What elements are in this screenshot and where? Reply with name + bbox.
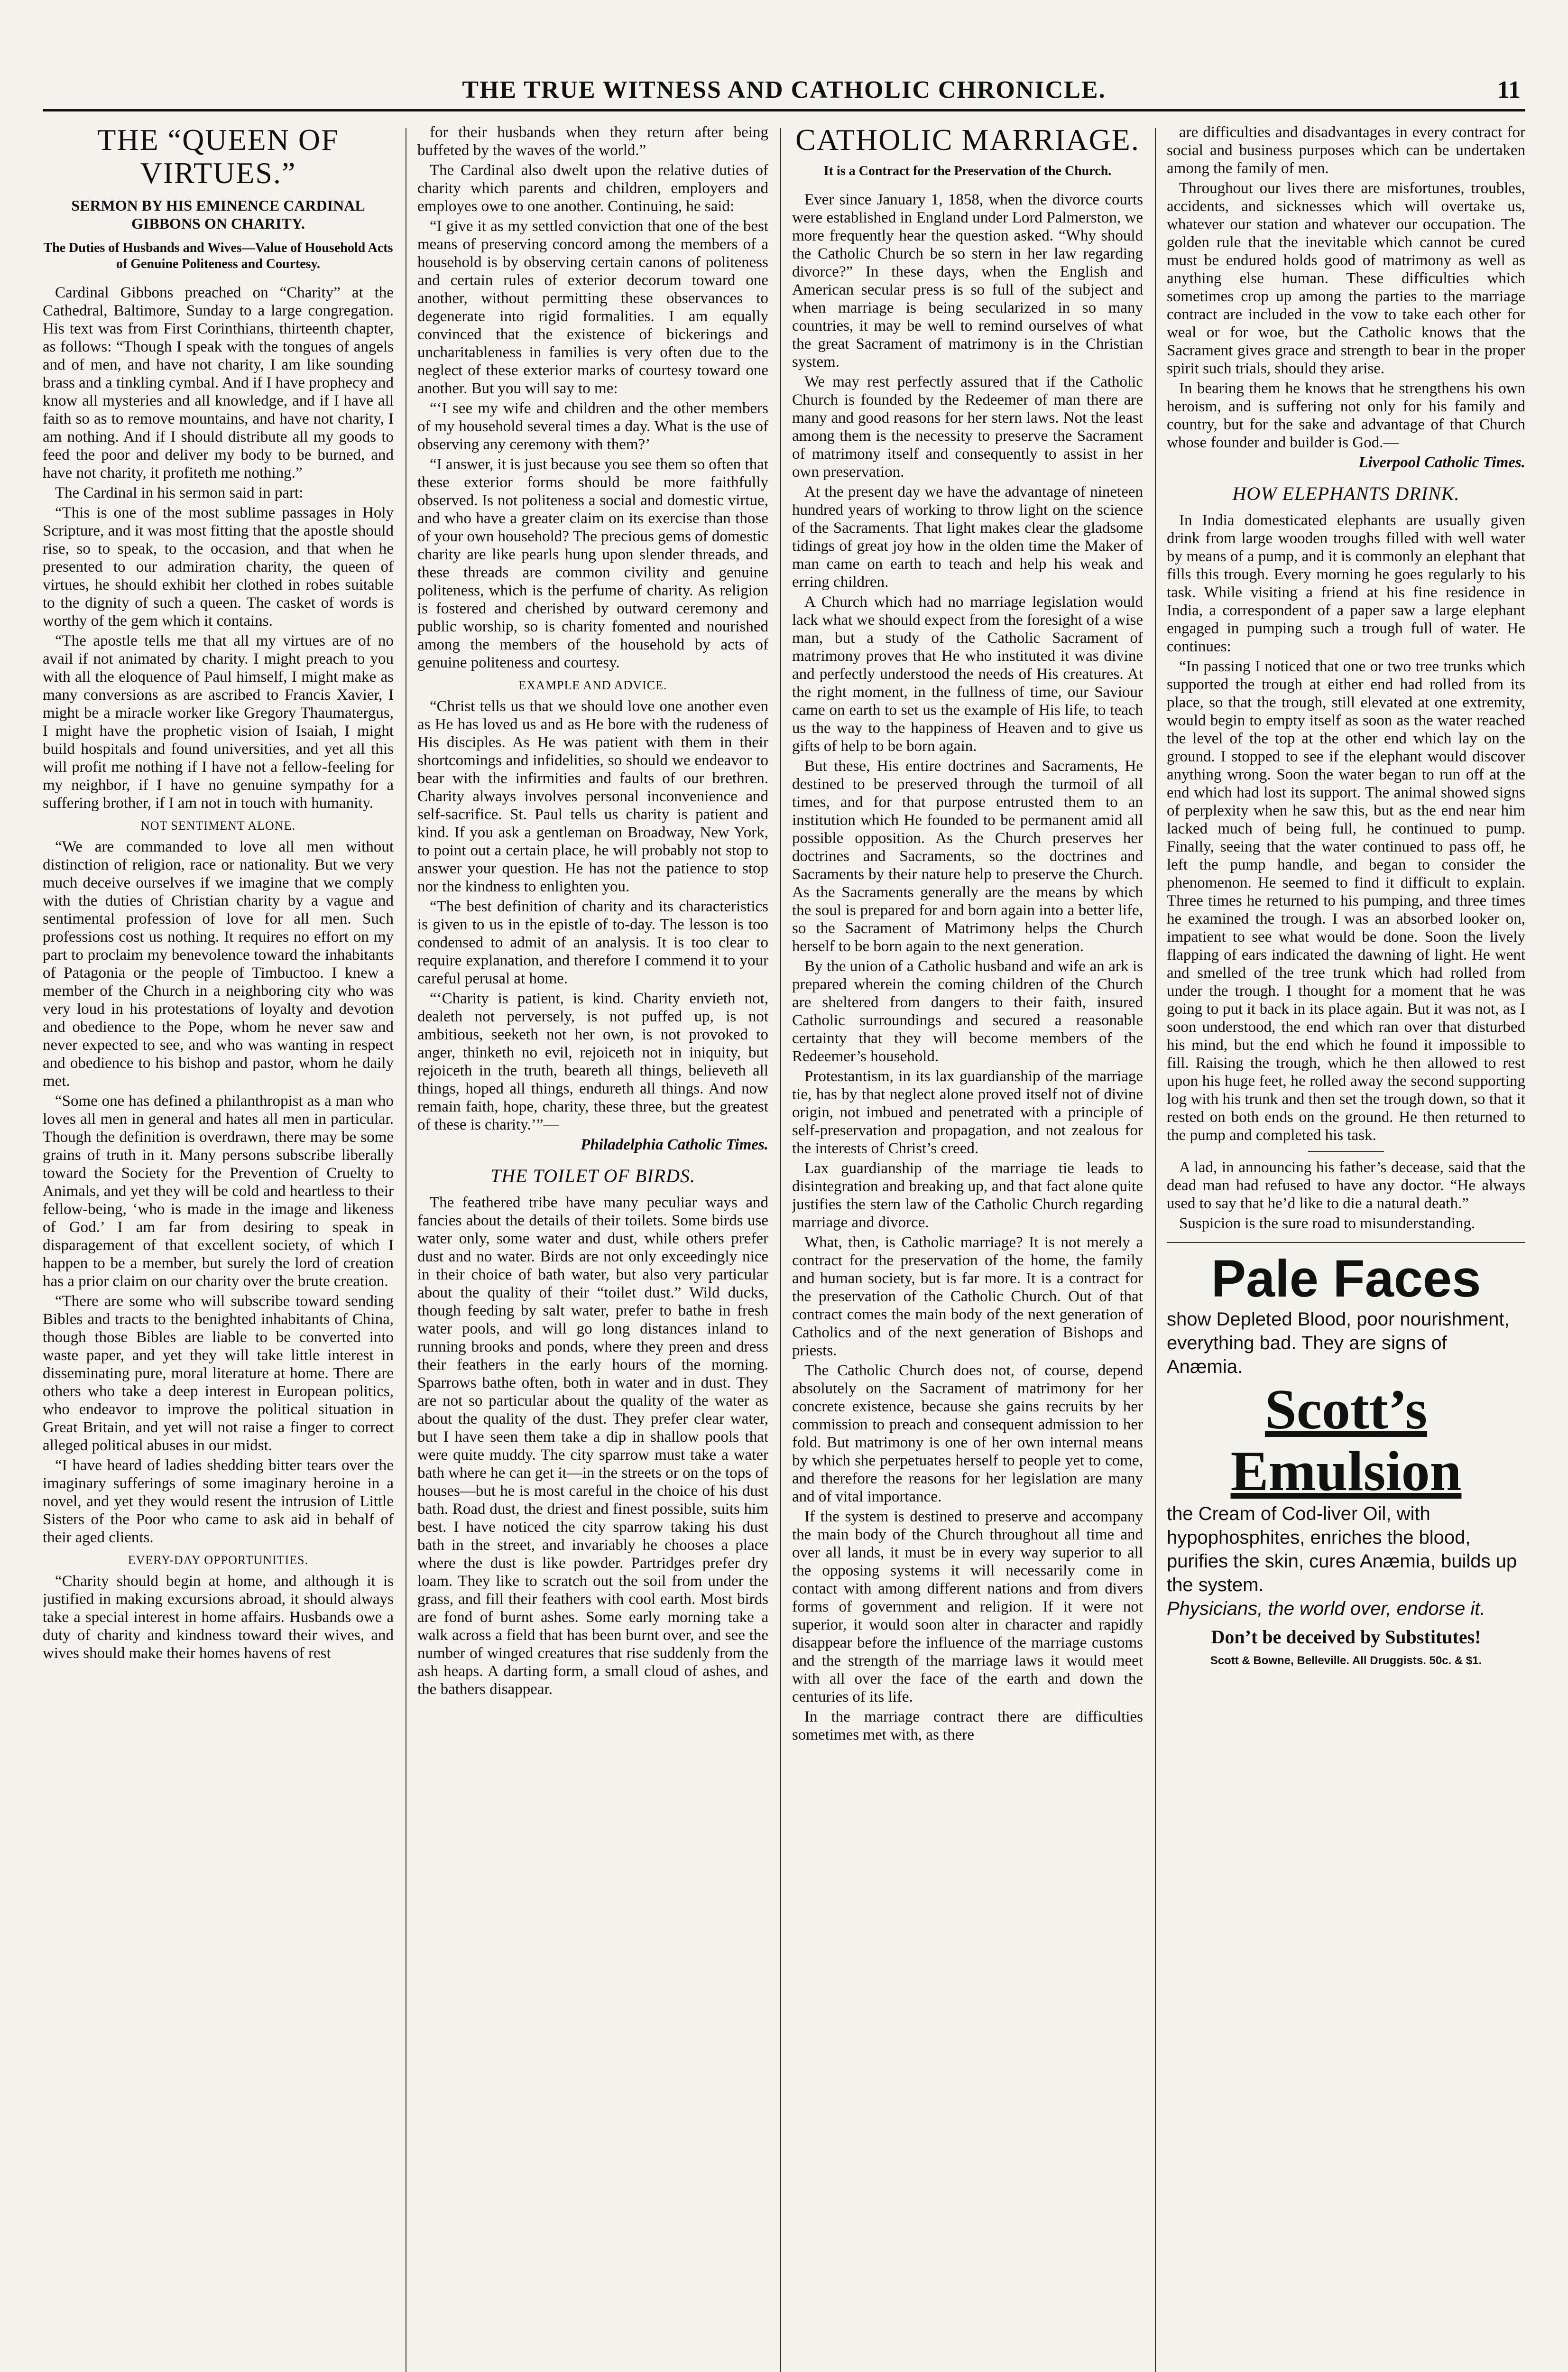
article-credit: Liverpool Catholic Times. xyxy=(1358,454,1525,471)
paragraph: “The best definition of charity and its characteristics is given to us in the epistle of to-day. The lesson is too condensed to admit of an analysis. It is too clear to require explanation, and therefore I commend it to your careful perusal at home. xyxy=(417,898,768,987)
paragraph: The Cardinal also dwelt upon the relative duties of charity which parents and children, employers and employes owe to one another. Continuing, he said: xyxy=(417,162,768,215)
paragraph: are difficulties and disadvantages in every contract for social and business purposes which can be undertaken among the family of men. xyxy=(1167,124,1525,177)
paragraph: Protestantism, in its lax guardianship of the marriage tie, has by that neglect alone proved itself not of divine origin, not imbued and penetrated with a principle of self-preservation and propagation, and not zealous for the interests of Christ’s creed. xyxy=(792,1068,1143,1157)
paragraph: At the present day we have the advantage of nineteen hundred years of working to throw light on the science of the Sacraments. That light makes clear the gladsome tidings of great joy how in the olden time the Maker of man came on earth to teach and help his weak and erring children. xyxy=(792,483,1143,591)
column-rule xyxy=(1155,128,1156,2372)
article-deck: The Duties of Husbands and Wives—Value of Household Acts of Genuine Politeness and Courtesy. xyxy=(43,241,393,271)
section-heading: NOT SENTIMENT ALONE. xyxy=(141,819,295,833)
column-4 xyxy=(1167,123,1525,2372)
paragraph: In bearing them he knows that he strengthens his own heroism, and is suffering not only for his family and country, but for the sake and advantage of that Church whose founder and builder is God.— xyxy=(1167,380,1525,451)
ad-footer: Scott & Bowne, Belleville. All Druggists. 50c. & $1. xyxy=(1210,1654,1482,1667)
paragraph: “I give it as my settled conviction that one of the best means of preserving concord among the members of a household is by observing certain canons of politeness and certain rules of exterior decorum toward one another, without permitting these observances to degenerate into rigid formalities. I am equally convinced that the existence of bickerings and uncharitableness in families is very often due to the neglect of these exterior marks of courtesy toward one another. But you will say to me: xyxy=(417,218,768,397)
masthead xyxy=(43,76,1525,111)
article-title-catholic-marriage: CATHOLIC MARRIAGE. xyxy=(795,123,1140,157)
divider xyxy=(1308,1151,1384,1152)
paragraph: “The apostle tells me that all my virtues are of no avail if not animated by charity. I might preach to you with all the eloquence of Paul himself, I might make as many conversions as are ascribed to Francis Xavier, I might be a miracle worker like Gregory Thaumatergus, I might have the prophetic vision of Isaiah, I might build hospitals and found universities, and yet all this will profit me nothing if I have not a fellow-feeling for my neighbor, if I have no genuine sympathy for a suffering brother, if I am not in touch with humanity. xyxy=(43,632,394,812)
paragraph: “Christ tells us that we should love one another even as He has loved us and as He bore with the rudeness of His disciples. As He was patient with them in their shortcomings and infidelities, so should we endeavor to bear with the infirmities and faults of our brethren. Charity always involves personal inconvenience and self-sacrifice. St. Paul tells us charity is patient and kind. If you ask a gentleman on Broadway, New York, to point out a certain place, he will probably not stop to answer your question. He has not the patience to stop nor the kindness to enlighten you. xyxy=(417,698,768,895)
section-heading: EVERY-DAY OPPORTUNITIES. xyxy=(128,1553,309,1567)
paragraph: “I have heard of ladies shedding bitter tears over the imaginary sufferings of some imaginary heroine in a novel, and yet they would resent the intrusion of Little Sisters of the Poor who came to ask aid in behalf of their aged clients. xyxy=(43,1457,394,1546)
paragraph: A Church which had no marriage legislation would lack what we should expect from the foresight of a wise man, but a study of the Catholic Sacrament of matrimony proves that He who instituted it was divine and perfectly understood the needs of His creatures. At the right moment, in the fullness of time, our Saviour came on earth to set us the example of His life, to teach us the way to the happiness of Heaven and to give us gifts of help to be born again. xyxy=(792,593,1143,755)
section-heading: EXAMPLE AND ADVICE. xyxy=(518,678,667,692)
paragraph: for their husbands when they return after being buffeted by the waves of the world.” xyxy=(417,124,768,159)
advertisement-scotts-emulsion xyxy=(1167,1242,1525,1673)
paragraph: But these, His entire doctrines and Sacraments, He destined to be preserved through the turmoil of all times, and for that purpose entrusted them to an institution which He founded to be permanent amid all possible opposition. As the Church preserves her doctrines and Sacraments, so the doctrines and Sacraments by their nature help to preserve the Church. As the Sacraments generally are the means by which the soul is prepared for and born again into a better life, so the Sacrament of Matrimony helps the Church herself to be born again to the next generation. xyxy=(792,758,1143,955)
paragraph: “In passing I noticed that one or two tree trunks which supported the trough at either end had rolled from its place, so that the trough, still elevated at one extremity, would begin to empty itself as soon as the water reached the level of the top at the other end which lay on the ground. I stopped to see if the elephant would discover anything wrong. Soon the water began to run off at the end which had lost its support. The animal showed signs of perplexity when he saw this, but as the end near him lacked much of being full, he continued to pump. Finally, seeing that the water continued to pass off, he left the pump handle, and began to consider the phenomenon. He seemed to find it difficult to explain. Three times he returned to his pumping, and three times he examined the trough. I was an absorbed looker on, impatient to see what would be done. Soon the lively flapping of ears indicated the dawning of light. He went and smelled of the tree trunk which had rolled from under the trough. I thought for a moment that he was going to put it back in its place again. But it was not, as I soon understood, the end which ran over that disturbed his mind, but the end which he found it impossible to fill. Raising the trough, which he then allowed to rest upon his huge feet, he rolled away the second supporting log with his trunk and then set the trough down, so that it rested on both ends on the ground. He then returned to the pump and completed his task. xyxy=(1167,658,1525,1144)
paragraph: “‘I see my wife and children and the other members of my household several times a day. What is the use of observing any ceremony with them?’ xyxy=(417,400,768,453)
article-title-how-elephants-drink: HOW ELEPHANTS DRINK. xyxy=(1232,483,1460,504)
paragraph: The Cardinal in his sermon said in part: xyxy=(55,484,304,501)
article-title-queen-of-virtues: THE “QUEEN OF VIRTUES.” xyxy=(97,123,339,190)
article-credit: Philadelphia Catholic Times. xyxy=(581,1136,768,1153)
paragraph: In the marriage contract there are difficulties sometimes met with, as there xyxy=(792,1708,1143,1743)
article-deck: It is a Contract for the Preservation of the Church. xyxy=(823,164,1112,178)
paragraph: “‘Charity is patient, is kind. Charity envieth not, dealeth not perversely, is not puffed up, is not ambitious, seeketh not her own, is not provoked to anger, thinketh no evil, rejoiceth not in iniquity, but rejoiceth in the truth, beareth all things, believeth all things, hoped all things, endureth all things. And now remain faith, hope, charity, these three, but the greatest of these is charity.’”— xyxy=(417,990,768,1133)
paragraph: In India domesticated elephants are usually given drink from large wooden troughs filled with well water by means of a pump, and it is commonly an elephant that fills this trough. Every morning he goes regularly to his task. While visiting a friend at his fine residence in India, a correspondent of a paper saw a large elephant engaged in pumping such a trough full of water. He continues: xyxy=(1167,512,1525,655)
article-title-toilet-of-birds: THE TOILET OF BIRDS. xyxy=(490,1165,695,1186)
paragraph: By the union of a Catholic husband and wife an ark is prepared wherein the coming children of the Church are sheltered from dangers to their faith, insured Catholic surroundings and secured a reasonable certainty that they will become members of the Redeemer’s household. xyxy=(792,958,1143,1065)
article-subtitle: SERMON BY HIS EMINENCE CARDINAL GIBBONS ON CHARITY. xyxy=(71,197,365,232)
short-item: A lad, in announcing his father’s decease, said that the dead man had refused to have any doctor. “He always used to say that he’d like to die a natural death.” xyxy=(1167,1159,1525,1212)
paragraph: “This is one of the most sublime passages in Holy Scripture, and it was most fitting that the apostle should rise, so to speak, to the occasion, and that when he presented to our admiration charity, the queen of virtues, he should exhibit her clothed in robes suitable to the dignity of such a queen. The casket of words is worthy of the gem which it contains. xyxy=(43,504,394,630)
masthead-title: THE TRUE WITNESS AND CATHOLIC CHRONICLE. xyxy=(462,76,1106,103)
ad-brand-line: Emulsion xyxy=(1230,1439,1462,1502)
paragraph: “I answer, it is just because you see them so often that these exterior forms should be more faithfully observed. Is not politeness a social and domestic virtue, and who have a greater claim on its exercise than those of your own household? The precious gems of domestic charity are like pearls hung upon slender threads, and these threads are common civility and genuine politeness, which is the perfume of charity. As religion is fostered and cherished by outward ceremony and public worship, so is charity fomented and nourished among the members of the household by acts of genuine politeness and courtesy. xyxy=(417,456,768,671)
paragraph: Throughout our lives there are misfortunes, troubles, accidents, and sicknesses which will overtake us, whatever our station and whatever our occupation. The golden rule that the inevitable which cannot be cured must be endured holds good of matrimony as well as anything else human. These difficulties which sometimes crop up among the parties to the marriage contract are included in the vow to take each other for weal or for woe, but the Catholic knows that the Sacrament gives grace and strength to bear in the proper spirit such trials, should they arise. xyxy=(1167,180,1525,377)
paragraph: The Catholic Church does not, of course, depend absolutely on the Sacrament of matrimony for her concrete existence, because she gains recruits by her commission to preach and consequent admission to her fold. But matrimony is one of her own internal means by which she perpetuates herself to people yet to come, and therefore the reasons for her legislation are many and of vital importance. xyxy=(792,1362,1143,1505)
paragraph: “Some one has defined a philanthropist as a man who loves all men in general and hates all men in particular. Though the definition is overdrawn, there may be some grains of truth in it. Many persons subscribe liberally toward the Society for the Prevention of Cruelty to Animals, and yet they will be cold and heartless to their fellow-being, ‘who is made in the image and likeness of God.’ I am far from desiring to speak in disparagement of that excellent society, of which I happen to be a member, but surely the lord of creation has a prior claim on our charity over the brute creation. xyxy=(43,1093,394,1290)
ad-warning: Don’t be deceived by Substitutes! xyxy=(1211,1626,1481,1648)
paragraph: “Charity should begin at home, and although it is justified in making excursions abroad, it should always take a special interest in home affairs. Husbands owe a duty of charity and kindness toward their wives, and wives should make their homes havens of rest xyxy=(43,1573,394,1662)
paragraph: Cardinal Gibbons preached on “Charity” at the Cathedral, Baltimore, Sunday to a large congregation. His text was from First Corinthians, thirteenth chapter, as follows: “Though I speak with the tongues of angels and of men, and have not charity, I am like sounding brass and a tinkling cymbal. And if I have prophecy and know all mysteries and all knowledge, and if I have all faith so as to remove mountains, and have not charity, I am nothing. And if I should distribute all my goods to feed the poor and deliver my body to be burned, and have not charity, it profiteth me nothing.” xyxy=(43,284,394,482)
column-rule xyxy=(780,128,781,2372)
ad-body: the Cream of Cod-liver Oil, with hypophosphites, enriches the blood, purifies the skin, cures Anæmia, builds up the system. xyxy=(1167,1503,1517,1595)
ad-body: Physicians, the world over, endorse it. xyxy=(1167,1598,1485,1619)
paragraph: We may rest perfectly assured that if the Catholic Church is founded by the Redeemer of man there are many and good reasons for her stern laws. Not the least among them is the necessity to preserve the Sacrament of matrimony itself and consequently to assist in her own preservation. xyxy=(792,373,1143,481)
ad-headline: Pale Faces xyxy=(1211,1250,1481,1308)
ad-brand-line: Scott’s xyxy=(1264,1378,1428,1441)
paragraph: If the system is destined to preserve and accompany the main body of the Church throughout all time and over all lands, it must be in every way superior to all the opposing systems it will necessarily come in contact with among different nations and from divers forms of government and religion. If it were not superior, it would soon alter in character and rapidly disappear before the influence of the marriage customs and the strength of the marriage laws it would meet with all over the face of the earth and down the centuries of its life. xyxy=(792,1508,1143,1705)
paragraph: Lax guardianship of the marriage tie leads to disintegration and breaking up, and that fact alone quite justifies the stern law of the Catholic Church regarding marriage and divorce. xyxy=(792,1160,1143,1231)
paragraph: “We are commanded to love all men without distinction of religion, race or nationality. But we very much deceive ourselves if we imagine that we comply with the duties of Christian charity by a vague and sentimental profession of love for all men. Such professions cost us nothing. It requires no effort on my part to proclaim my benevolence toward the inhabitants of Patagonia or the people of Timbuctoo. I knew a member of the Church in a neighboring city who was very loud in his protestations of loyalty and devotion and obedience to the Pope, whom he never saw and never expected to see, and who was wanting in respect and obedience to his bishop and pastor, whom he daily met. xyxy=(43,838,394,1090)
page-number: 11 xyxy=(1497,76,1521,103)
short-item: Suspicion is the sure road to misunderstanding. xyxy=(1179,1215,1476,1232)
column-2 xyxy=(417,123,768,2372)
paragraph: Ever since January 1, 1858, when the divorce courts were established in England under Lord Palmerston, we more frequently hear the question asked. “Why should the Catholic Church be so stern in her law regarding divorce?” In these days, when the English and American secular press is so full of the subject and when marriage is being secularized in so many countries, it may be well to remind ourselves of what the great Sacrament of matrimony is in the Christian system. xyxy=(792,191,1143,371)
paragraph: “There are some who will subscribe toward sending Bibles and tracts to the benighted inhabitants of China, though those Bibles are liable to be converted into waste paper, and yet they will take little interest in disseminating pure, moral literature at home. There are others who take a deep interest in European politics, who endeavor to improve the political situation in Great Britain, and yet will not raise a finger to correct alleged political abuses in our midst. xyxy=(43,1293,394,1454)
column-1 xyxy=(43,123,394,2372)
column-3 xyxy=(792,123,1143,2372)
paragraph: The feathered tribe have many peculiar ways and fancies about the details of their toilets. Some birds use water only, some water and dust, while others prefer dust and no water. Birds are not only exceedingly nice in their choice of bath water, but also very particular about the quality of their “toilet dust.” Wild ducks, though feeding by salt water, prefer to bathe in fresh water pools, and will go long distances inland to running brooks and ponds, where they preen and dress their feathers in the early hours of the morning. Sparrows bathe often, both in water and in dust. They are not so particular about the quality of the water as about the quality of the dust. They prefer clear water, but I have seen them take a dip in shallow pools that were quite muddy. The city sparrow must take a water bath where he can get it—in the streets or on the tops of houses—but he is most careful in the choice of his dust bath. Road dust, the driest and finest possible, suits him best. I have noticed the city sparrow taking his dust bath in the street, and invariably he chooses a place where the dust is like powder. Partridges prefer dry loam. They like to scratch out the soil from under the grass, and fill their feathers with cool earth. Most birds are fond of burnt ashes. Some early morning take a walk across a field that has been burnt over, and see the number of winged creatures that rise suddenly from the ash heaps. A darting form, a small cloud of ashes, and the bathers disappear. xyxy=(417,1194,768,1698)
paragraph: What, then, is Catholic marriage? It is not merely a contract for the preservation of the home, the family and human society, but is far more. It is a contract for the preservation of the Catholic Church. Out of that contract comes the main body of the next generation of Catholics and of the next generation of Bishops and priests. xyxy=(792,1234,1143,1359)
ad-body: show Depleted Blood, poor nourishment, everything bad. They are signs of Anæmia. xyxy=(1167,1309,1510,1377)
